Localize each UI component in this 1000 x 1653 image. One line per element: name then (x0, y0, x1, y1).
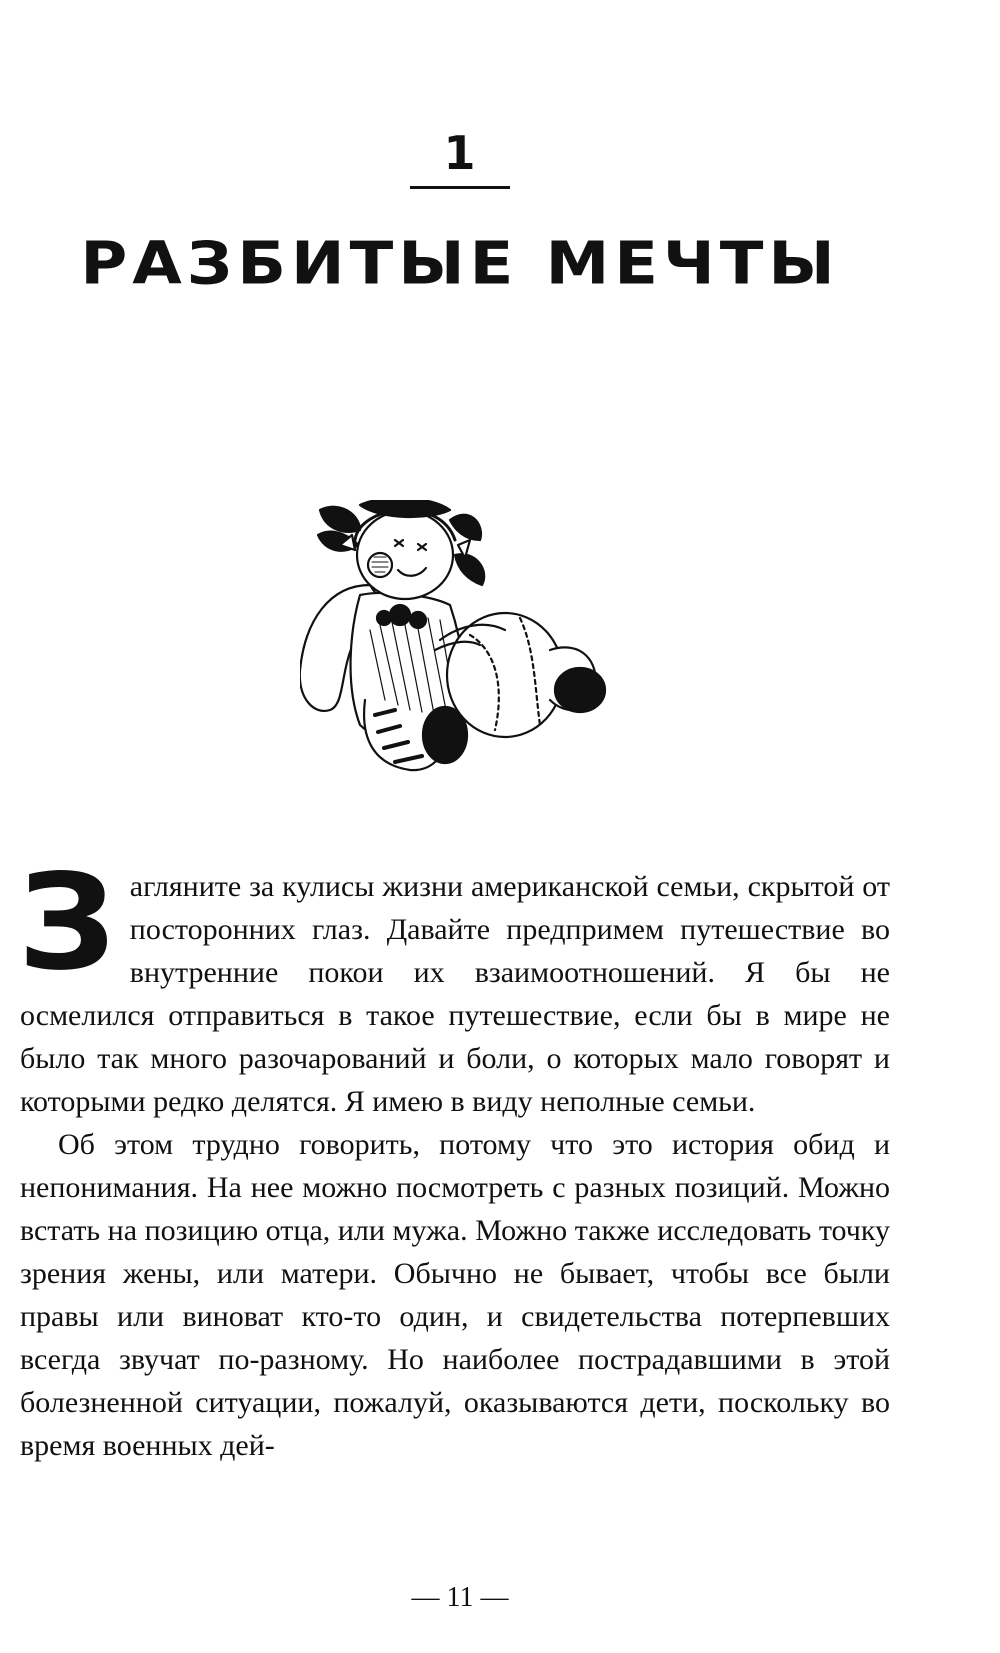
paragraph-1 (17, 846, 890, 1123)
paragraph-1-text: агляните за кулисы жизни американской семьи, скрытой от посторонних глаз. Давайте предпримем путешествие во внутренние покои их взаимоотношений. Я бы не осмелился отправиться в такое путешествие, если бы в мире не было так много разочарований и боли, о которых мало говорят и которыми редко делятся. Я имею в виду неполные семьи. (20, 870, 890, 1118)
body-text (17, 846, 890, 1467)
chapter-divider (410, 186, 510, 189)
chapter-number: 1 (443, 126, 477, 180)
drop-cap: З (17, 846, 117, 1000)
ragdoll-with-baseball-illustration (300, 500, 640, 785)
paragraph-2: Об этом трудно говорить, потому что это история обид и непонимания. На нее можно посмотреть с разных позиций. Можно встать на позицию отца, или мужа. Можно также исследовать точку зрения жены, или матери. Обычно не бывает, чтобы все были правы или виноват кто-то один, и свидетельства потерпевших всегда звучат по-разному. Но наиболее пострадавшими в этой болезненной ситуации, пожалуй, оказываются дети, поскольку во время военных дей- (20, 1128, 890, 1462)
chapter-title: РАЗБИТЫЕ МЕЧТЫ (80, 229, 840, 299)
page-number: — 11 — (411, 1582, 509, 1613)
